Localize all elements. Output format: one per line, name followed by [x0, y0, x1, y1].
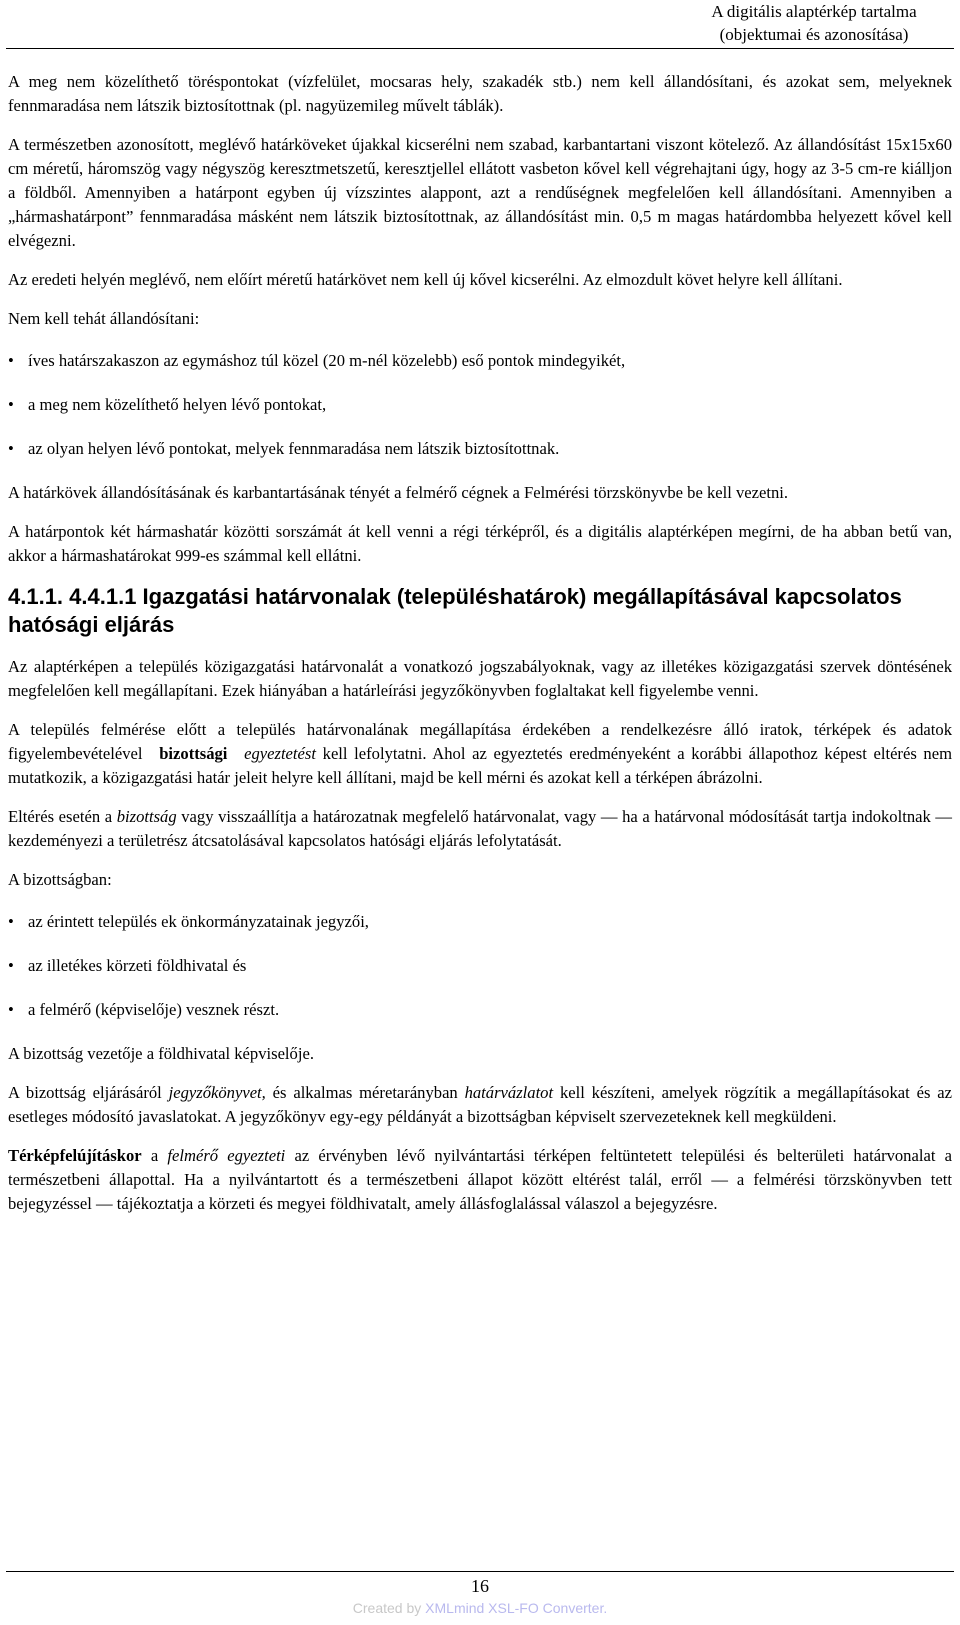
paragraph: Eltérés esetén a bizottság vagy visszaállítja a határozatnak megfelelő határvonalat, vagy — ha a határvonal módosítását tartja indokoltnak — kezdeményezi a területrész átcsatolásával kapcsolatos hatósági eljárás lefolytatását.	[8, 807, 952, 850]
list-item: • a felmérő (képviselője) vesznek részt.	[8, 998, 952, 1022]
running-header	[544, 0, 944, 46]
converter-watermark: Created by XMLmind XSL-FO Converter.	[352, 1600, 608, 1616]
italic-term: jegyzőkönyvet,	[168, 1083, 266, 1102]
italic-term: határvázlatot	[464, 1083, 554, 1102]
paragraph: A bizottság vezetője a földhivatal képviselője.	[8, 1044, 314, 1063]
paragraph: A település felmérése előtt a település határvonalának megállapítása érdekében a rendelkezésre álló iratok, térképek és adatok figyelembevételével bizottsági egyeztetést kell lefolytatni. Ahol az egyeztetés eredményeként a korábbi állapothoz képest eltérés nem mutatkozik, a közigazgatási határ jeleit helyre kell állítani, majd be kell mérni és azokat kell a térképen ábrázolni.	[8, 720, 953, 787]
list-item: • a meg nem közelíthető helyen lévő pontokat,	[8, 393, 952, 417]
footer-rule	[6, 1571, 954, 1572]
paragraph: A bizottság eljárásáról jegyzőkönyvet, és alkalmas méretarányban határvázlatot kell készíteni, amelyek rögzítik a megállapításokat és az esetleges módosító javaslatokat. A jegyzőkönyv egy-egy példányát a bizottságban képviselt szervezeteknek kell megküldeni.	[8, 1083, 952, 1126]
paragraph: Az eredeti helyén meglévő, nem előírt méretű határkövet nem kell új kővel kicserélni. Az elmozdult követ helyre kell állítani.	[8, 270, 843, 289]
list-item: • az illetékes körzeti földhivatal és	[8, 954, 952, 978]
bold-term: bizottsági	[159, 744, 228, 763]
paragraph: A bizottságban:	[8, 870, 112, 889]
paragraph: Nem kell tehát állandósítani:	[8, 309, 200, 328]
bullet-list	[8, 910, 952, 1022]
list-item: • íves határszakaszon az egymáshoz túl közel (20 m-nél közelebb) eső pontok mindegyikét,	[8, 349, 952, 373]
paragraph: Az alaptérképen a település közigazgatási határvonalát a vonatkozó jogszabályoknak, vagy az illetékes közigazgatási szervek döntésének megfelelően kell megállapítani. Ezek hiányában a határleírási jegyzőkönyvben foglaltakat kell figyelembe venni.	[8, 657, 952, 700]
italic-term: bizottság	[116, 807, 177, 826]
list-item: • az olyan helyen lévő pontokat, melyek fennmaradása nem látszik biztosítottnak.	[8, 437, 952, 461]
paragraph: A határpontok két hármashatár közötti sorszámát át kell venni a régi térképről, és a digitális alaptérképen megírni, de ha abban betű van, akkor a hármashatárokat 999-es számmal kell ellátni.	[8, 522, 952, 565]
page-body	[8, 70, 952, 1231]
bold-term: Térképfelújításkor	[8, 1146, 142, 1165]
header-rule	[6, 48, 954, 49]
paragraph: A meg nem közelíthető töréspontokat (vízfelület, mocsaras hely, szakadék stb.) nem kell állandósítani, és azokat sem, melyeknek fennmaradása nem látszik biztosítottnak (pl. nagyüzemileg művelt táblák).	[8, 72, 952, 115]
header-line-2: (objektumai és azonosítása)	[719, 25, 909, 44]
header-line-1: A digitális alaptérkép tartalma	[711, 2, 917, 21]
page-number: 16	[471, 1576, 489, 1596]
italic-term: egyeztetést	[244, 744, 316, 763]
section-heading: 4.1.1. 4.4.1.1 Igazgatási határvonalak (településhatárok) megállapításával kapcsolatos hatósági eljárás	[8, 584, 902, 637]
paragraph: A határkövek állandósításának és karbantartásának tényét a felmérő cégnek a Felmérési törzskönyvbe be kell vezetni.	[8, 483, 789, 502]
paragraph: A természetben azonosított, meglévő határköveket újakkal kicserélni nem szabad, karbantartani viszont kötelező. Az állandósítást 15x15x60 cm méretű, háromszög vagy négyszög keresztmetszetű, keresztjellel ellátott vasbeton kővel kell végrehajtani úgy, hogy az 3-5 cm-re kiálljon a földből. Amennyiben a határpont egyben új vízszintes alappont, azt a rendűségnek megfelelően kell állandósítani. Amennyiben a „hármashatárpont” fennmaradása másként nem látszik biztosítottnak, az állandósítást min. 0,5 m magas határdombba helyezett kővel kell elvégezni.	[8, 135, 952, 250]
bullet-list	[8, 349, 952, 461]
italic-term: felmérő egyezteti	[167, 1146, 286, 1165]
list-item: • az érintett település ek önkormányzatainak jegyzői,	[8, 910, 952, 934]
paragraph: Térképfelújításkor a felmérő egyezteti az érvényben lévő nyilvántartási térképen feltüntetett települési és belterületi határvonalat a természetbeni állapottal. Ha a nyilvántartott és a természetbeni állapot között eltérést talál, erről — a felmérési törzskönyvben tett bejegyzéssel — tájékoztatja a körzeti és megyei földhivatalt, amely állásfoglalással válaszol a bejegyzésre.	[8, 1146, 952, 1213]
